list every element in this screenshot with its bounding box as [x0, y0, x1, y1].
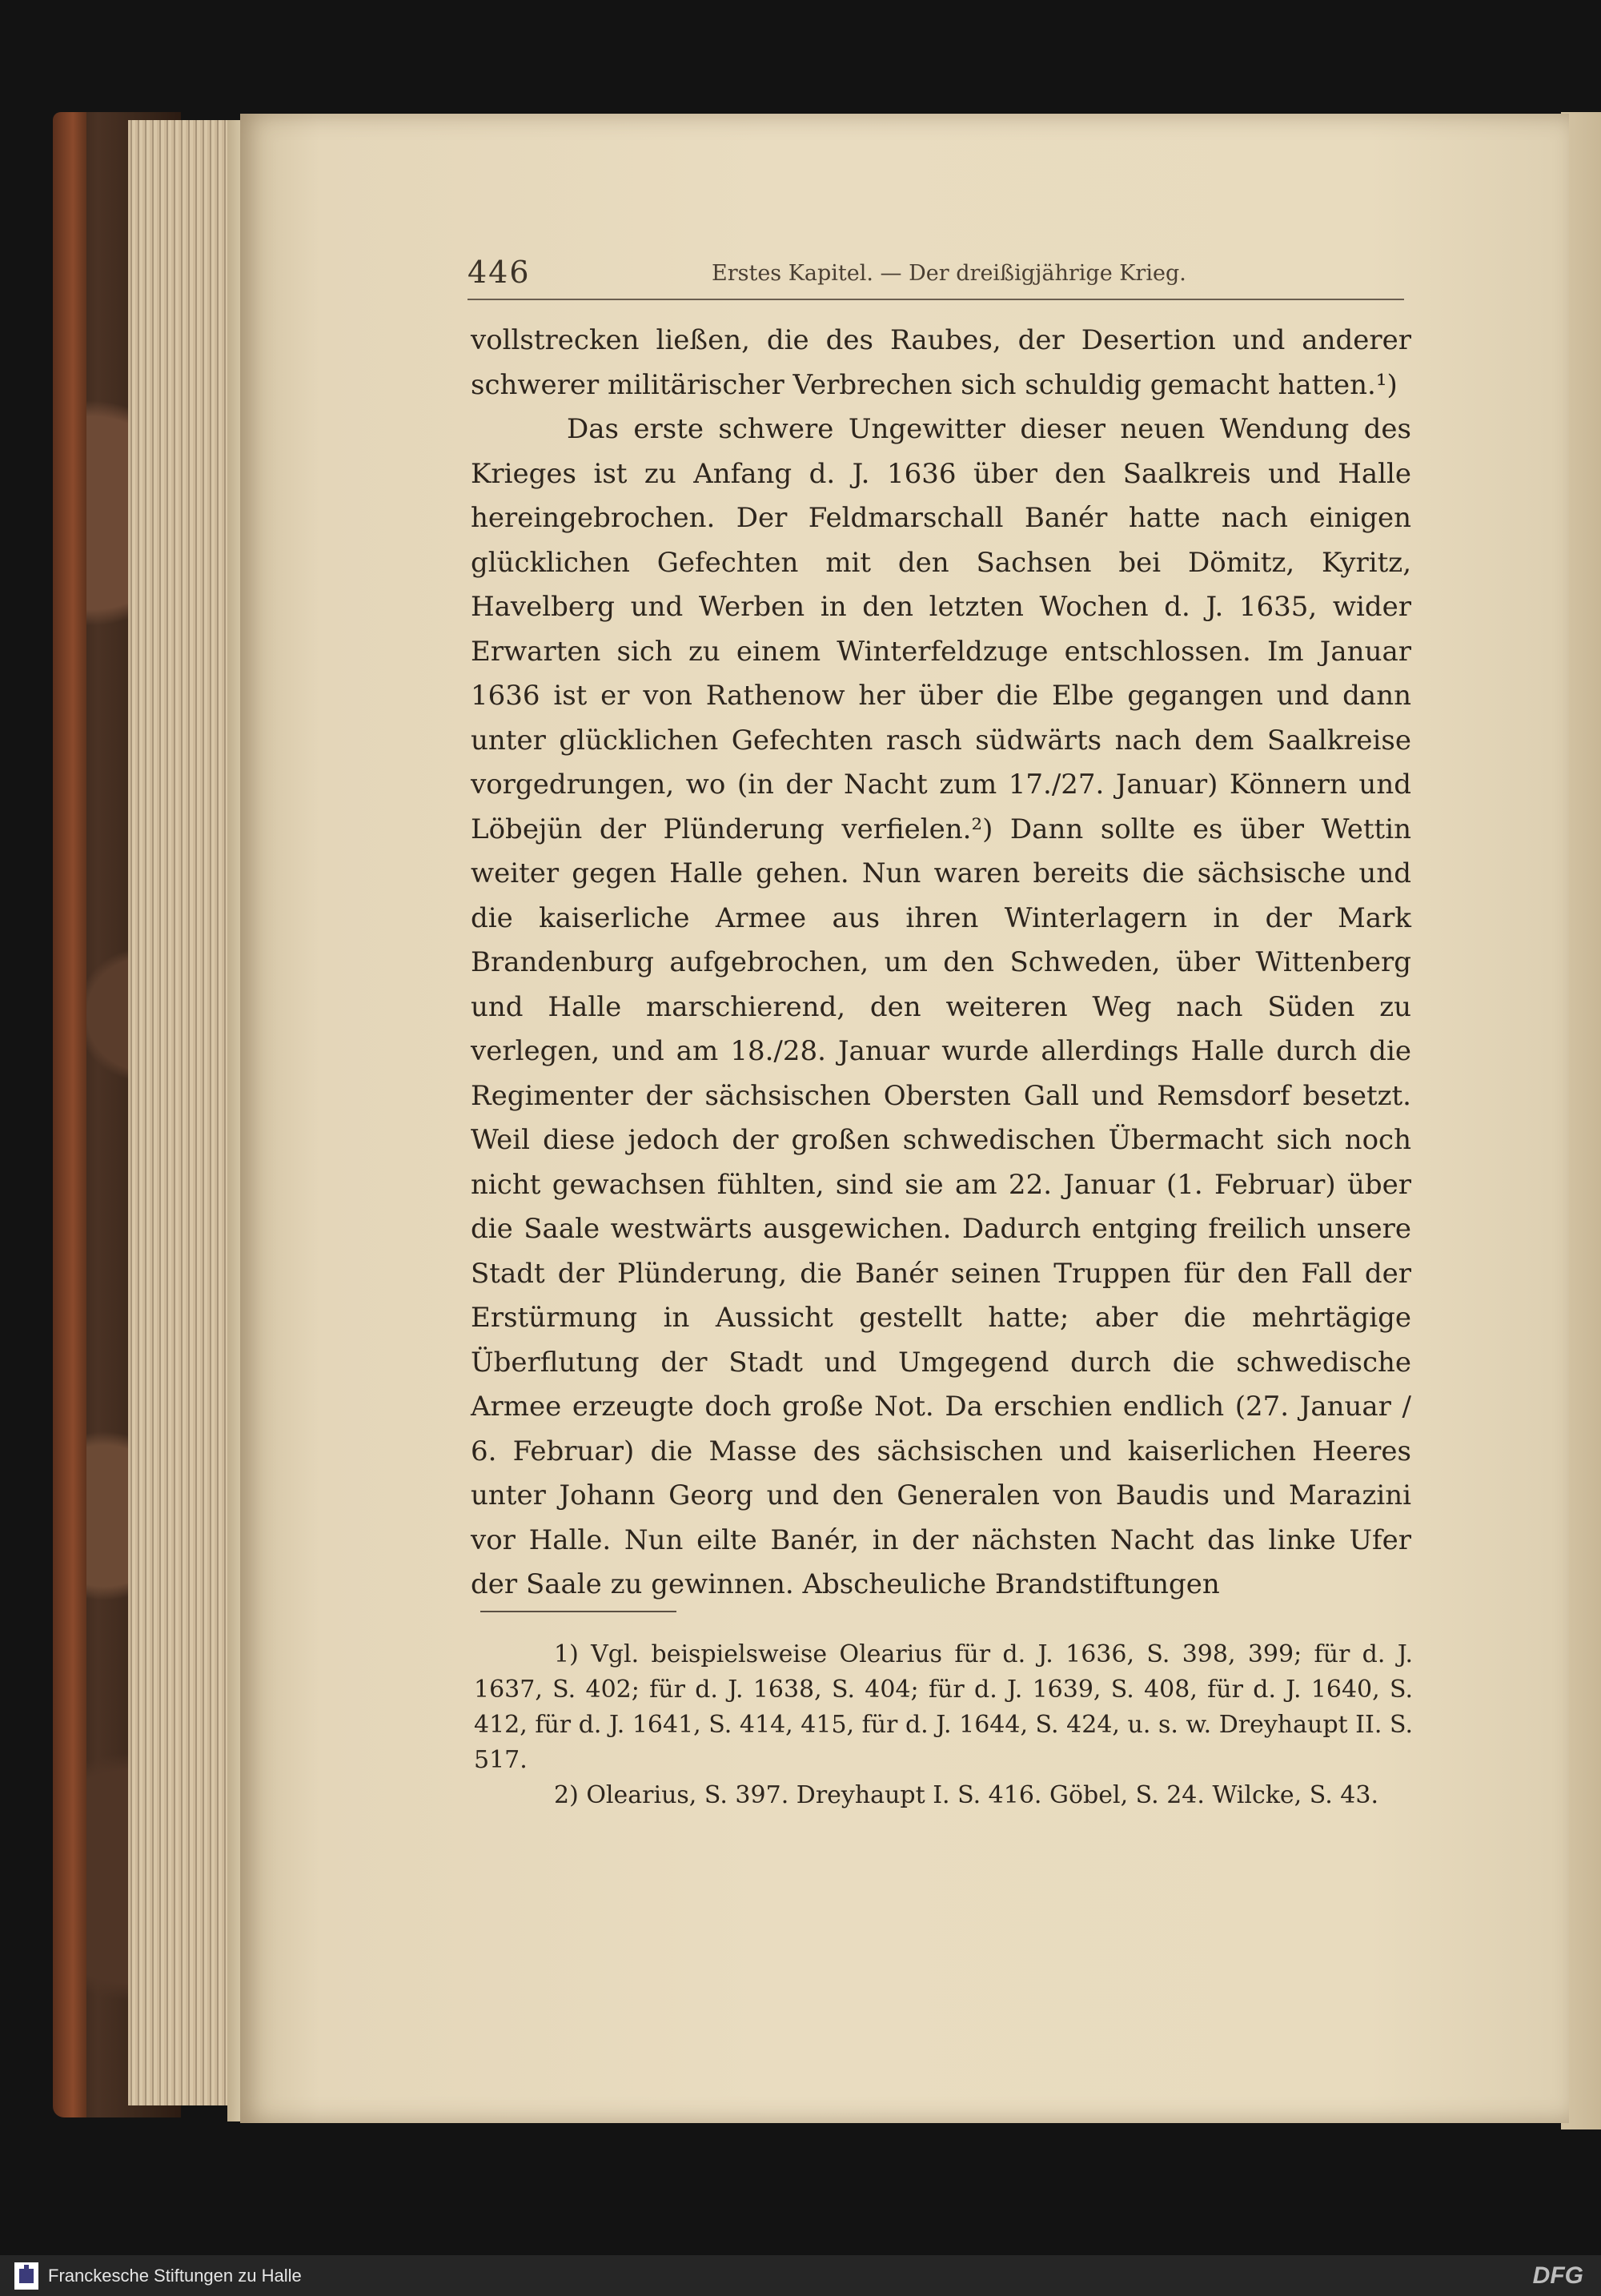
body-text — [471, 319, 1411, 1608]
dfg-logo: DFG — [1532, 2262, 1583, 2289]
footnote-1: 1) Vgl. beispielsweise Olearius für d. J. 1636, S. 398, 399; für d. J. 1637, S. 402; für d. J. 1638, S. 404; für d. J. 1639, S. 408, für d. J. 1640, S. 412, für d. J. 1641, S. 414, 415, für d. J. 1644, S. 424, u. s. w. Dreyhaupt II. S. 517. — [474, 1640, 1413, 1774]
paragraph: vollstrecken ließen, die des Raubes, der Desertion und anderer schwerer militärischer Verbrechen sich schuldig gemacht hatten.¹) — [471, 324, 1411, 401]
running-head: Erstes Kapitel. — Der dreißigjährige Krieg. — [712, 261, 1186, 286]
footnotes — [474, 1637, 1413, 1813]
paragraph: Das erste schwere Ungewitter dieser neuen Wendung des Krieges ist zu Anfang d. J. 1636 über den Saalkreis und Halle hereingebrochen. Der Feldmarschall Banér hatte nach einigen glücklichen Gefechten mit den Sachsen bei Dömitz, Kyritz, Havelberg und Werben in den letzten Wochen d. J. 1635, wider Erwarten sich zu einem Winterfeldzuge entschlossen. Im Januar 1636 ist er von Rathenow her über die Elbe gegangen und dann unter glücklichen Gefechten rasch südwärts nach dem Saalkreise vorgedrungen, wo (in der Nacht zum 17./27. Januar) Könnern und Löbejün der Plünderung verfielen.²) Dann sollte es über Wettin weiter gegen Halle gehen. Nun waren bereits die sächsische und die kaiserliche Armee aus ihren Winterlagern in der Mark Brandenburg aufgebrochen, um den Schweden, über Wittenberg und Halle marschierend, den weiteren Weg nach Süden zu verlegen, und am 18./28. Januar wurde allerdings Halle durch die Regimenter der sächsischen Obersten Gall und Remsdorf besetzt. Weil diese jedoch der großen schwedischen Übermacht sich noch nicht gewachsen fühlten, sind sie am 22. Januar (1. Februar) über die Saale westwärts ausgewichen. Dadurch entging freilich unsere Stadt der Plünderung, die Banér seinen Truppen für den Fall der Erstürmung in Aussicht gestellt hatte; aber die mehrtägige Überflutung der Stadt und Umgegend durch die schwedische Armee erzeugte doch große Not. Da erschien endlich (27. Januar / 6. Februar) die Masse des sächsischen und kaiserlichen Heeres unter Johann Georg und den Generalen von Baudis und Marazini vor Halle. Nun eilte Banér, in der nächsten Nacht das linke Ufer der Saale zu gewinnen. Abscheuliche Brandstiftungen — [471, 413, 1411, 1600]
page-number: 446 — [467, 255, 531, 290]
footnote-2: 2) Olearius, S. 397. Dreyhaupt I. S. 416. Göbel, S. 24. Wilcke, S. 43. — [554, 1781, 1379, 1809]
header-rule — [467, 299, 1404, 300]
book-spine — [53, 112, 86, 2117]
institution-logo-icon — [14, 2262, 38, 2290]
page-header — [467, 255, 1404, 299]
institution-name[interactable]: Franckesche Stiftungen zu Halle — [48, 2266, 302, 2286]
footnote-rule — [480, 1611, 676, 1612]
